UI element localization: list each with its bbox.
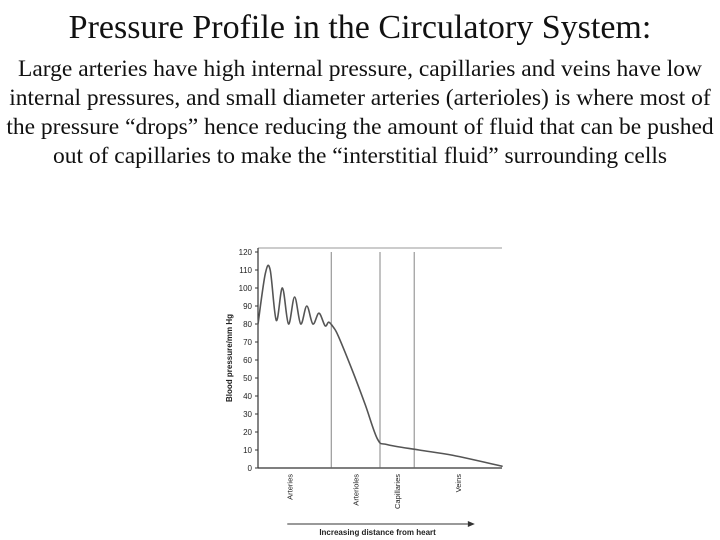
y-tick-label: 50 xyxy=(243,374,252,383)
y-tick-label: 30 xyxy=(243,410,252,419)
blood-pressure-chart xyxy=(212,238,512,538)
x-axis-arrowhead xyxy=(468,521,475,527)
y-tick-label: 90 xyxy=(243,302,252,311)
y-axis-label: Blood pressure/mm Hg xyxy=(225,313,234,403)
region-label: Arteries xyxy=(285,474,295,500)
y-tick-label: 40 xyxy=(243,392,252,401)
y-tick-label: 60 xyxy=(243,356,252,365)
slide-title: Pressure Profile in the Circulatory System: xyxy=(68,9,652,46)
y-tick-label: 80 xyxy=(243,320,252,329)
region-label: Veins xyxy=(454,474,464,493)
y-tick-label: 120 xyxy=(238,248,252,257)
y-tick-label: 100 xyxy=(238,284,252,293)
y-tick-label: 70 xyxy=(243,338,252,347)
y-tick-label: 10 xyxy=(243,446,252,455)
y-tick-label: 0 xyxy=(247,464,252,473)
region-label: Arterioles xyxy=(351,474,361,506)
y-tick-label: 110 xyxy=(239,266,252,275)
region-label: Capillaries xyxy=(393,474,403,510)
slide-body-text: Large arteries have high internal pressure, capillaries and veins have low internal pressures, and small diameter arteries (arterioles) is where most of the pressure “drops” hence reducing the amount of fluid that can be pushed out of capillaries to make the “interstitial fluid” surrounding cells xyxy=(6,56,714,169)
x-axis-label: Increasing distance from heart xyxy=(319,528,436,537)
y-tick-label: 20 xyxy=(243,428,252,437)
